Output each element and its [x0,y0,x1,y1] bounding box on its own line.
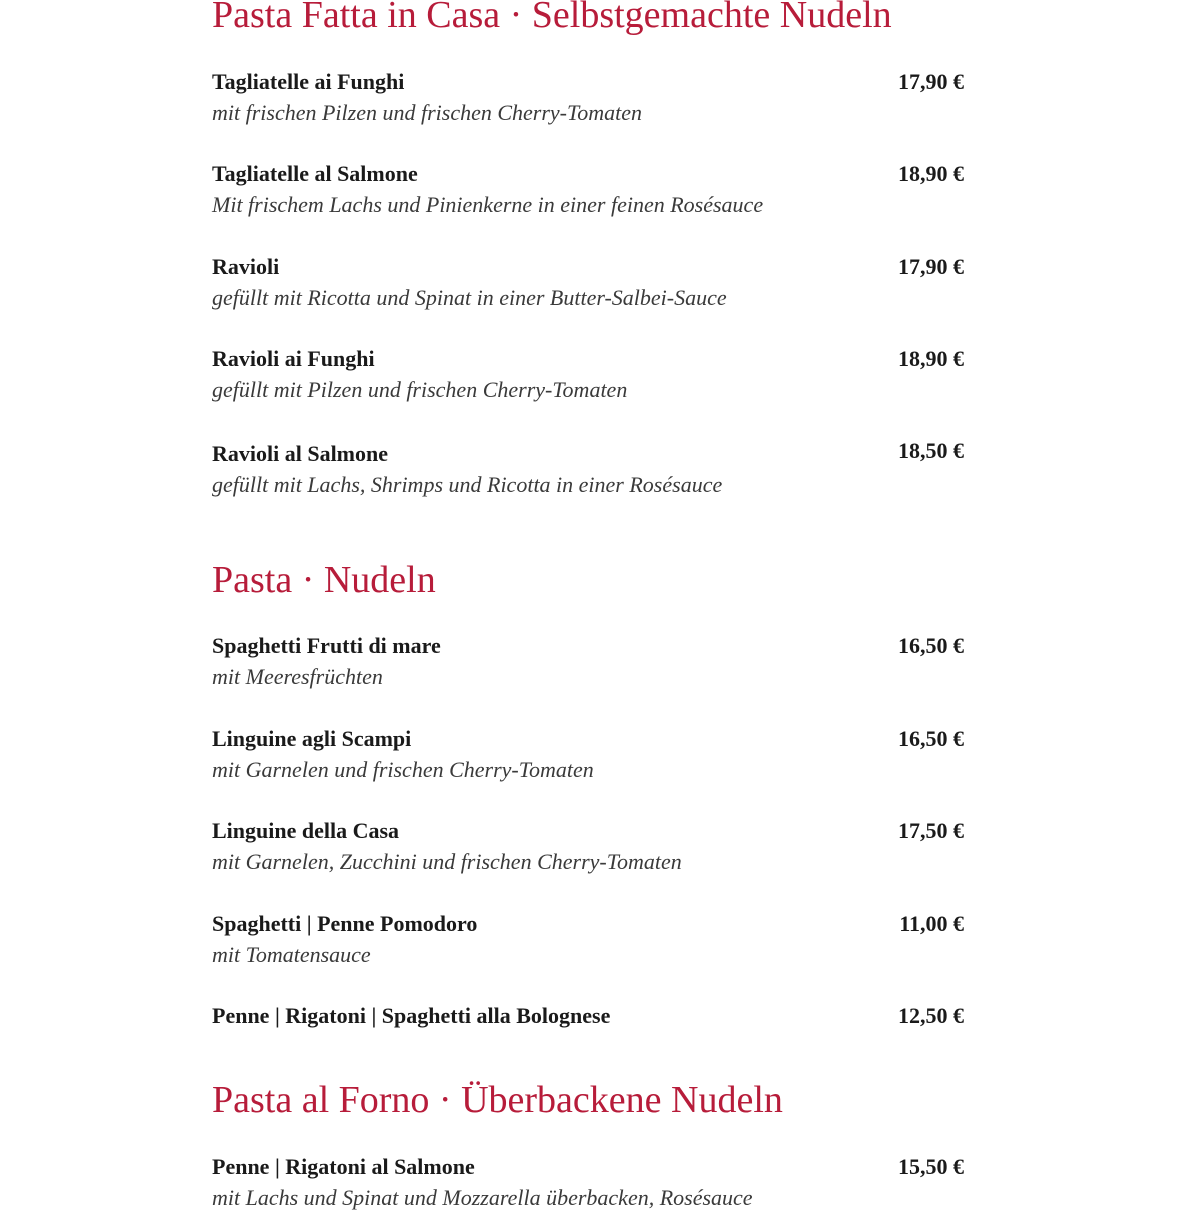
item-name: Linguine della Casa [212,818,400,843]
menu-item [212,1003,964,1029]
item-name: Ravioli [212,254,280,279]
item-name: Linguine agli Scampi [212,726,412,751]
item-description: mit frischen Pilzen und frischen Cherry-Tomaten [212,100,642,125]
item-description: gefüllt mit Pilzen und frischen Cherry-Tomaten [212,377,628,402]
item-price: 18,90 € [898,346,964,371]
section-heading-pasta-fatta-in-casa: Pasta Fatta in Casa · Selbstgemachte Nudeln [212,0,892,36]
item-price: 17,90 € [898,69,964,94]
item-description: mit Garnelen und frischen Cherry-Tomaten [212,757,594,782]
item-price: 16,50 € [898,633,964,658]
item-description: mit Tomatensauce [212,942,371,967]
menu-item [212,633,964,690]
item-description: mit Lachs und Spinat und Mozzarella überbacken, Rosésauce [212,1185,753,1210]
item-description: gefüllt mit Ricotta und Spinat in einer Butter-Salbei-Sauce [212,285,727,310]
item-name: Ravioli ai Funghi [212,346,375,371]
item-name: Ravioli al Salmone [212,441,389,466]
menu-item [212,911,964,968]
item-name: Penne | Rigatoni | Spaghetti alla Bolognese [212,1003,611,1028]
item-price: 18,90 € [898,161,964,186]
item-name: Tagliatelle ai Funghi [212,69,405,94]
menu-item [212,69,964,126]
item-price: 17,90 € [898,254,964,279]
item-name: Spaghetti Frutti di mare [212,633,441,658]
item-price: 17,50 € [898,818,964,843]
section-heading-pasta-al-forno: Pasta al Forno · Überbackene Nudeln [212,1079,783,1121]
item-price: 15,50 € [898,1154,964,1179]
item-name: Penne | Rigatoni al Salmone [212,1154,475,1179]
item-name: Tagliatelle al Salmone [212,161,418,186]
item-name: Spaghetti | Penne Pomodoro [212,911,478,936]
item-price: 16,50 € [898,726,964,751]
item-description: Mit frischem Lachs und Pinienkerne in einer feinen Rosésauce [212,192,764,217]
item-price: 11,00 € [899,911,964,936]
menu-item [212,726,964,783]
menu-item [212,161,964,218]
item-price: 12,50 € [898,1003,964,1028]
item-description: mit Meeresfrüchten [212,664,383,689]
item-description: mit Garnelen, Zucchini und frischen Cherry-Tomaten [212,849,682,874]
item-price: 18,50 € [898,438,964,463]
menu-item [212,438,964,498]
menu-item [212,254,964,311]
menu-item [212,346,964,403]
section-heading-pasta-nudeln: Pasta · Nudeln [212,559,436,601]
menu-item [212,818,964,875]
menu-item [212,1154,964,1211]
item-description: gefüllt mit Lachs, Shrimps und Ricotta in einer Rosésauce [212,472,723,497]
